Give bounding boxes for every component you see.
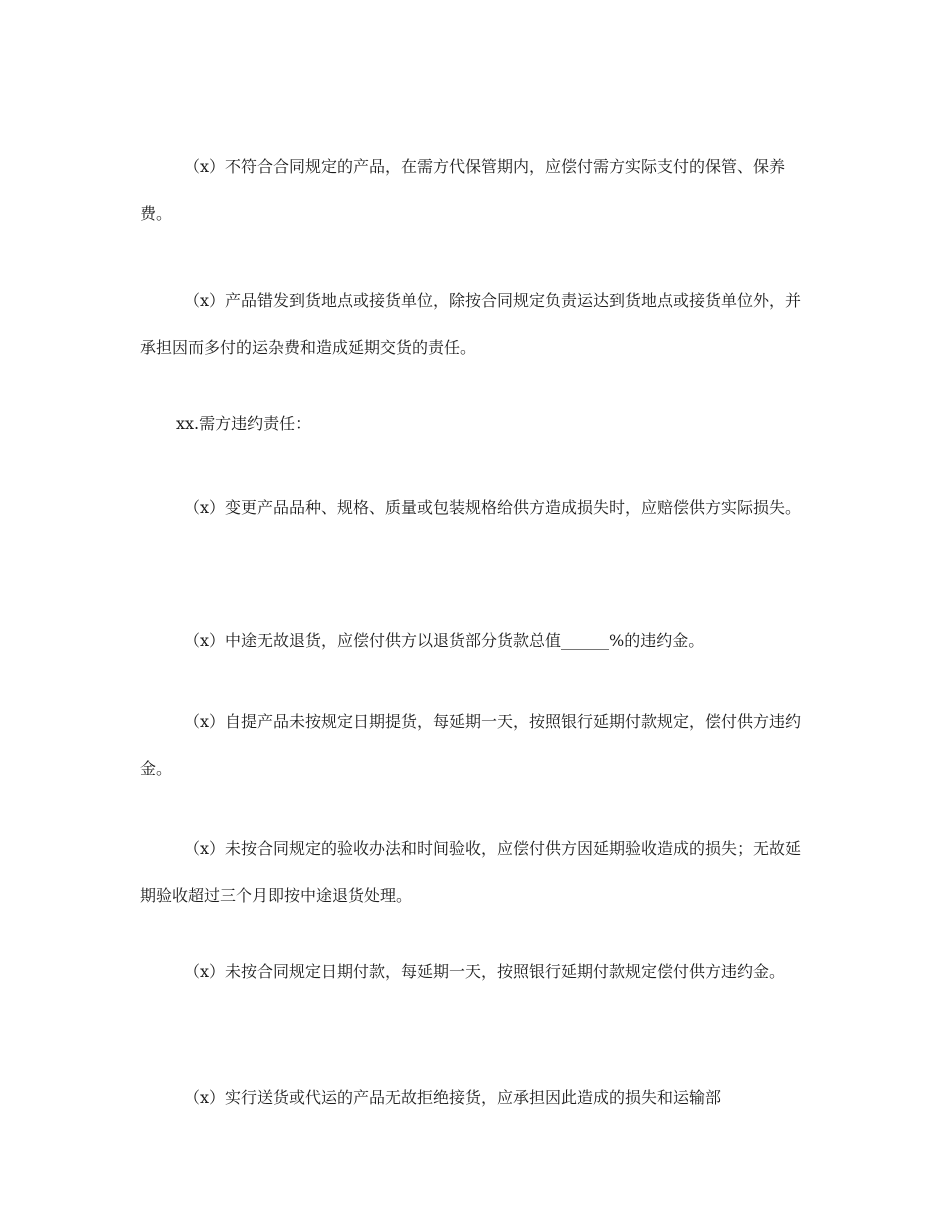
clause-paragraph: （x）中途无故退货，应偿付供方以退货部分货款总值______%的违约金。	[184, 631, 705, 650]
clause-paragraph: （x）变更产品品种、规格、质量或包装规格给供方造成损失时，应赔偿供方实际损失。	[184, 498, 802, 517]
clause-paragraph: （x）自提产品未按规定日期提货，每延期一天，按照银行延期付款规定，偿付供方违约金。	[140, 712, 802, 778]
clause-paragraph: （x）产品错发到货地点或接货单位，除按合同规定负责运达到货地点或接货单位外，并承担因而多付的运杂费和造成延期交货的责任。	[140, 291, 802, 357]
clause-paragraph: （x）实行送货或代运的产品无故拒绝接货，应承担因此造成的损失和运输部	[184, 1088, 722, 1107]
clause-paragraph: （x）不符合合同规定的产品，在需方代保管期内，应偿付需方实际支付的保管、保养费。	[140, 157, 786, 223]
section-heading: xx.需方违约责任：	[176, 414, 312, 433]
clause-paragraph: （x）未按合同规定的验收办法和时间验收，应偿付供方因延期验收造成的损失；无故延期验收超过三个月即按中途退货处理。	[140, 839, 802, 905]
clause-paragraph: （x）未按合同规定日期付款，每延期一天，按照银行延期付款规定偿付供方违约金。	[184, 962, 786, 981]
